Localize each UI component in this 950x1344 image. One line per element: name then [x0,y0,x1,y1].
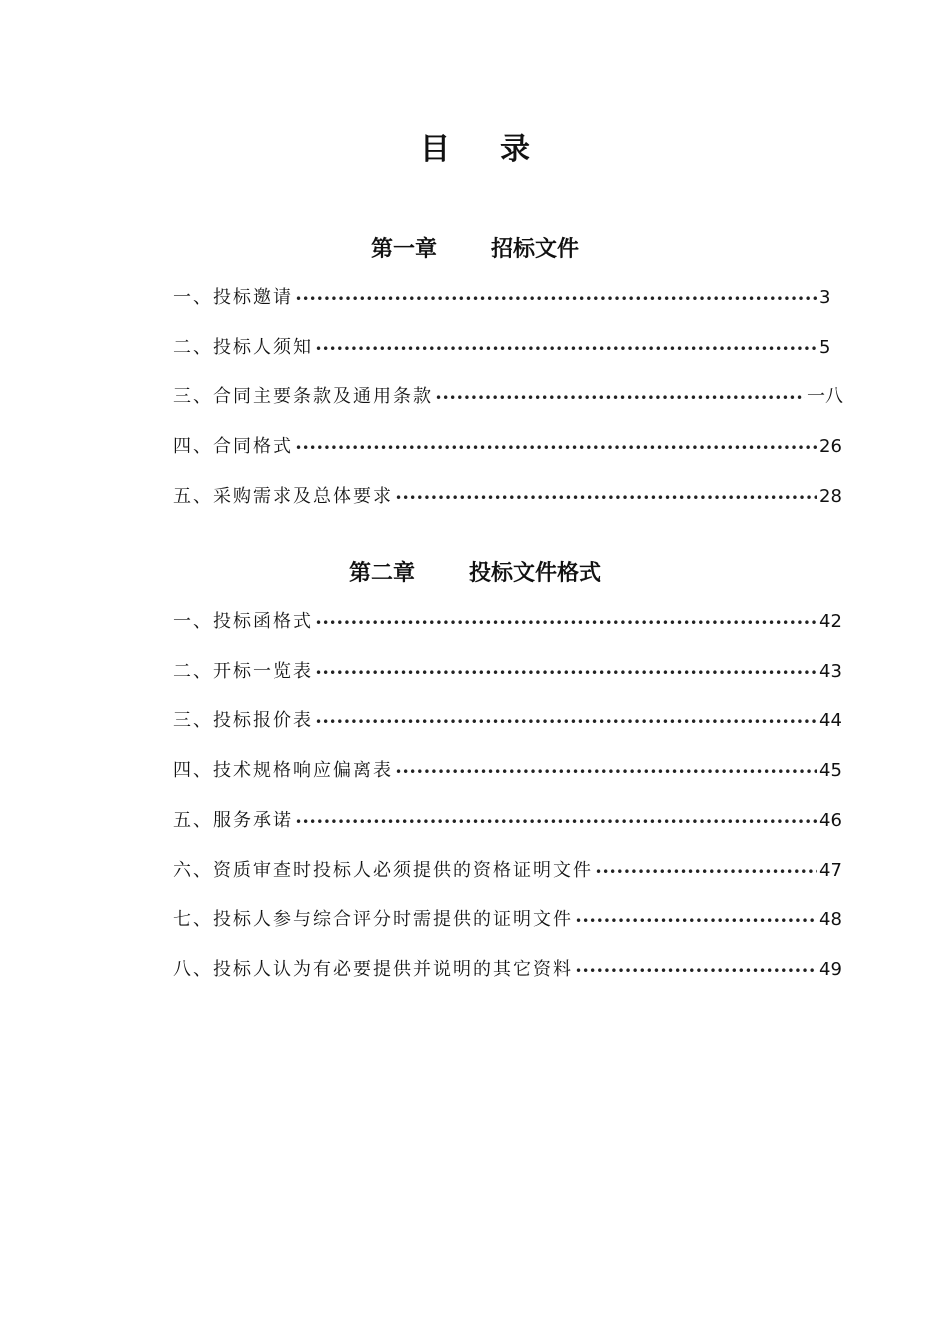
toc-entry[interactable] [173,806,843,836]
toc-entry[interactable] [173,607,843,637]
toc-entry-text: 资质审查时投标人必须提供的资格证明文件 [213,860,593,881]
toc-entry-text: 投标人须知 [213,337,313,358]
toc-entry-text: 投标函格式 [213,611,313,632]
toc-entry-number: 五、 [173,810,213,831]
toc-entry[interactable] [173,283,843,313]
toc-entry-number: 八、 [173,959,213,980]
toc-entry-text: 技术规格响应偏离表 [213,760,393,781]
toc-entry[interactable] [173,333,843,363]
toc-entry-number: 三、 [173,386,213,407]
toc-entry-text: 开标一览表 [213,661,313,682]
toc-entry-number: 四、 [173,760,213,781]
toc-entry-number: 六、 [173,860,213,881]
toc-entry-number: 二、 [173,337,213,358]
toc-entry-page: 5 [819,337,831,358]
toc-entry-page: 3 [819,287,831,308]
toc-entry-page: 42 [819,611,842,632]
toc-entry[interactable] [173,706,843,736]
toc-entry-number: 七、 [173,909,213,930]
toc-entry-page: 44 [819,710,842,731]
toc-entry-text: 合同格式 [213,436,293,457]
chapter-label: 第一章 [370,236,437,262]
dot-leader [295,807,817,837]
toc-entry-number: 一、 [173,611,213,632]
toc-entry-text: 投标人参与综合评分时需提供的证明文件 [213,909,573,930]
chapter-heading-1 [0,233,950,265]
toc-entry-text: 服务承诺 [213,810,293,831]
toc-entry-page: 43 [819,661,842,682]
toc-entry[interactable] [173,382,843,412]
dot-leader [575,906,817,936]
dot-leader [575,956,817,986]
dot-leader [315,608,817,638]
toc-entry[interactable] [173,856,843,886]
dot-leader [395,757,817,787]
toc-entry-page: 45 [819,760,842,781]
dot-leader [595,857,817,887]
chapter-name: 投标文件格式 [469,560,602,586]
toc-entry-page: 46 [819,810,842,831]
toc-entry-text: 投标人认为有必要提供并说明的其它资料 [213,959,573,980]
toc-entry-page: 49 [819,959,842,980]
toc-entry-page: 26 [819,436,842,457]
toc-entry-number: 三、 [173,710,213,731]
chapter-heading-2 [0,557,950,589]
dot-leader [295,284,817,314]
dot-leader [395,483,817,513]
dot-leader [295,433,817,463]
toc-entry-text: 投标报价表 [213,710,313,731]
chapter-label: 第二章 [348,560,415,586]
title-char-2: 录 [500,132,530,167]
toc-entry[interactable] [173,432,843,462]
dot-leader [315,334,817,364]
dot-leader [315,707,817,737]
toc-entry[interactable] [173,955,843,985]
page-title [0,128,950,172]
toc-entry[interactable] [173,482,843,512]
toc-entry-page: 48 [819,909,842,930]
dot-leader [315,658,817,688]
chapter-name: 招标文件 [491,236,580,262]
toc-entry-number: 二、 [173,661,213,682]
toc-entry-number: 四、 [173,436,213,457]
toc-entry-text: 合同主要条款及通用条款 [213,386,433,407]
toc-entry[interactable] [173,657,843,687]
toc-entry[interactable] [173,905,843,935]
dot-leader [435,383,805,413]
toc-entry-number: 五、 [173,486,213,507]
toc-entry-number: 一、 [173,287,213,308]
toc-entry-page: 47 [819,860,842,881]
toc-entry[interactable] [173,756,843,786]
toc-entry-text: 投标邀请 [213,287,293,308]
title-char-1: 目 [420,132,450,167]
toc-entry-text: 采购需求及总体要求 [213,486,393,507]
toc-entry-page: 一八 [807,386,843,407]
toc-entry-page: 28 [819,486,842,507]
